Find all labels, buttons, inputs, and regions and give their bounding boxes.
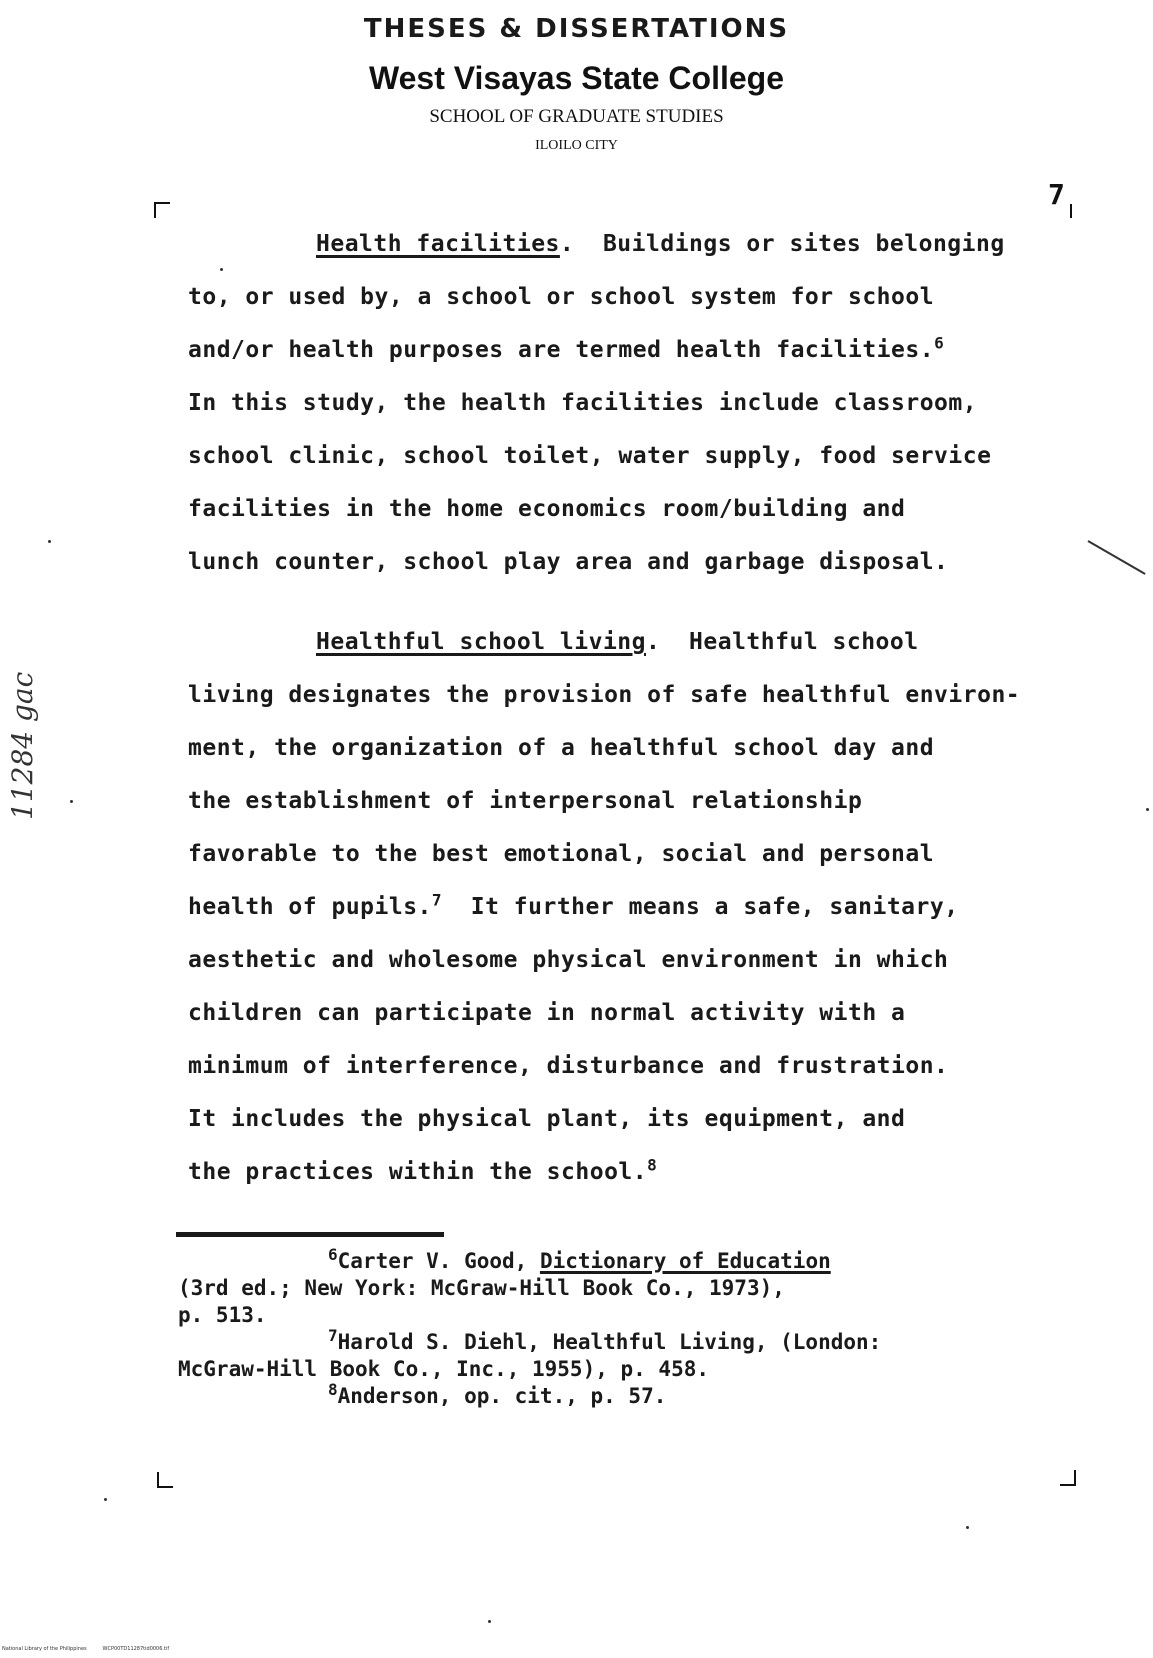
- city-name: ILOILO CITY: [535, 138, 618, 153]
- text-line: [188, 881, 1118, 934]
- text-line: ment, the organization of a healthful school day and: [188, 735, 935, 761]
- text-line: Health facilities. Buildings or sites belonging: [316, 231, 1005, 257]
- footnote-separator: [176, 1232, 444, 1237]
- crop-mark-bottom-left: [157, 1472, 173, 1488]
- footnote-ref: 7: [431, 890, 443, 910]
- text-line: (3rd ed.; New York: McGraw-Hill Book Co., 1973),: [178, 1276, 785, 1300]
- text-line: It includes the physical plant, its equipment, and: [188, 1106, 906, 1132]
- text-line: In this study, the health facilities include classroom,: [188, 390, 978, 416]
- footnotes: [178, 1245, 1078, 1410]
- library-footer: [2, 1646, 169, 1652]
- library-name: National Library of the Philippines: [2, 1646, 87, 1652]
- text-line: p. 513.: [178, 1303, 267, 1327]
- text-line: facilities in the home economics room/building and: [188, 496, 906, 522]
- footnote-author: Carter V. Good,: [337, 1249, 540, 1273]
- text-run: Healthful school: [689, 629, 919, 655]
- college-name: West Visayas State College: [368, 60, 784, 96]
- footnote-8: [178, 1380, 1078, 1410]
- footnote-title: Dictionary of Education: [539, 1249, 831, 1273]
- footnote-ref: 6: [934, 333, 945, 353]
- footnote-6: [178, 1245, 1078, 1329]
- footnote-text: Anderson, op. cit., p. 57.: [337, 1384, 667, 1408]
- file-name: WCP00TD11287tid0006.tif: [102, 1646, 170, 1652]
- text-line: [188, 1146, 1118, 1199]
- text-line: [178, 1245, 1078, 1275]
- text-line: lunch counter, school play area and garbage disposal.: [188, 549, 949, 575]
- scan-speck: [488, 1620, 491, 1623]
- footnote-number: 6: [328, 1245, 338, 1264]
- crop-mark-top-left: [154, 202, 170, 218]
- text-run: health of pupils.: [188, 894, 432, 920]
- text-line: [178, 1380, 1078, 1410]
- paragraph-heading: Healthful school living: [316, 629, 646, 655]
- paragraph-health-facilities: [188, 218, 1118, 589]
- footnote-ref: 8: [647, 1155, 658, 1175]
- scan-speck: [48, 540, 51, 543]
- text-run: It further means a safe, sanitary,: [470, 894, 959, 920]
- scan-speck: [70, 800, 73, 803]
- text-line: [178, 1326, 1078, 1356]
- paragraph-heading: Health facilities: [316, 231, 560, 257]
- footnote-text: Harold S. Diehl, Healthful Living, (London:: [337, 1330, 882, 1354]
- text-line: school clinic, school toilet, water supply, food service: [188, 443, 992, 469]
- text-line: living designates the provision of safe healthful environ-: [188, 682, 1021, 708]
- footnote-number: 8: [328, 1380, 338, 1399]
- handwritten-margin-note: 11284 gac: [6, 671, 39, 820]
- text-line: to, or used by, a school or school system for school: [188, 284, 935, 310]
- footnote-number: 7: [328, 1326, 338, 1345]
- text-line: children can participate in normal activity with a: [188, 1000, 906, 1026]
- text-run: Buildings or sites belonging: [602, 231, 1005, 257]
- scan-speck: [1146, 808, 1149, 811]
- text-line: minimum of interference, disturbance and frustration.: [188, 1053, 949, 1079]
- crop-mark-bottom-right: [1060, 1470, 1076, 1486]
- text-line: McGraw-Hill Book Co., Inc., 1955), p. 458.: [178, 1357, 710, 1381]
- text-run: and/or health purposes are termed health facilities.: [188, 337, 935, 363]
- scan-speck: [966, 1526, 969, 1529]
- text-line: the establishment of interpersonal relationship: [188, 788, 863, 814]
- scan-speck: [104, 1498, 107, 1501]
- text-line: favorable to the best emotional, social and personal: [188, 841, 935, 867]
- school-name: SCHOOL OF GRADUATE STUDIES: [429, 106, 724, 127]
- paragraph-healthful-school-living: [188, 616, 1118, 1199]
- page-number: 7: [1048, 178, 1065, 211]
- scan-speck: [220, 268, 223, 271]
- text-line: Healthful school living. Healthful school: [316, 629, 919, 655]
- text-run: the practices within the school.: [188, 1159, 648, 1185]
- archive-stamp: THESES & DISSERTATIONS: [363, 14, 790, 44]
- footnote-7: [178, 1326, 1078, 1383]
- text-line: aesthetic and wholesome physical environment in which: [188, 947, 949, 973]
- crop-mark-top-right: [1056, 204, 1072, 218]
- text-line: [188, 324, 1118, 377]
